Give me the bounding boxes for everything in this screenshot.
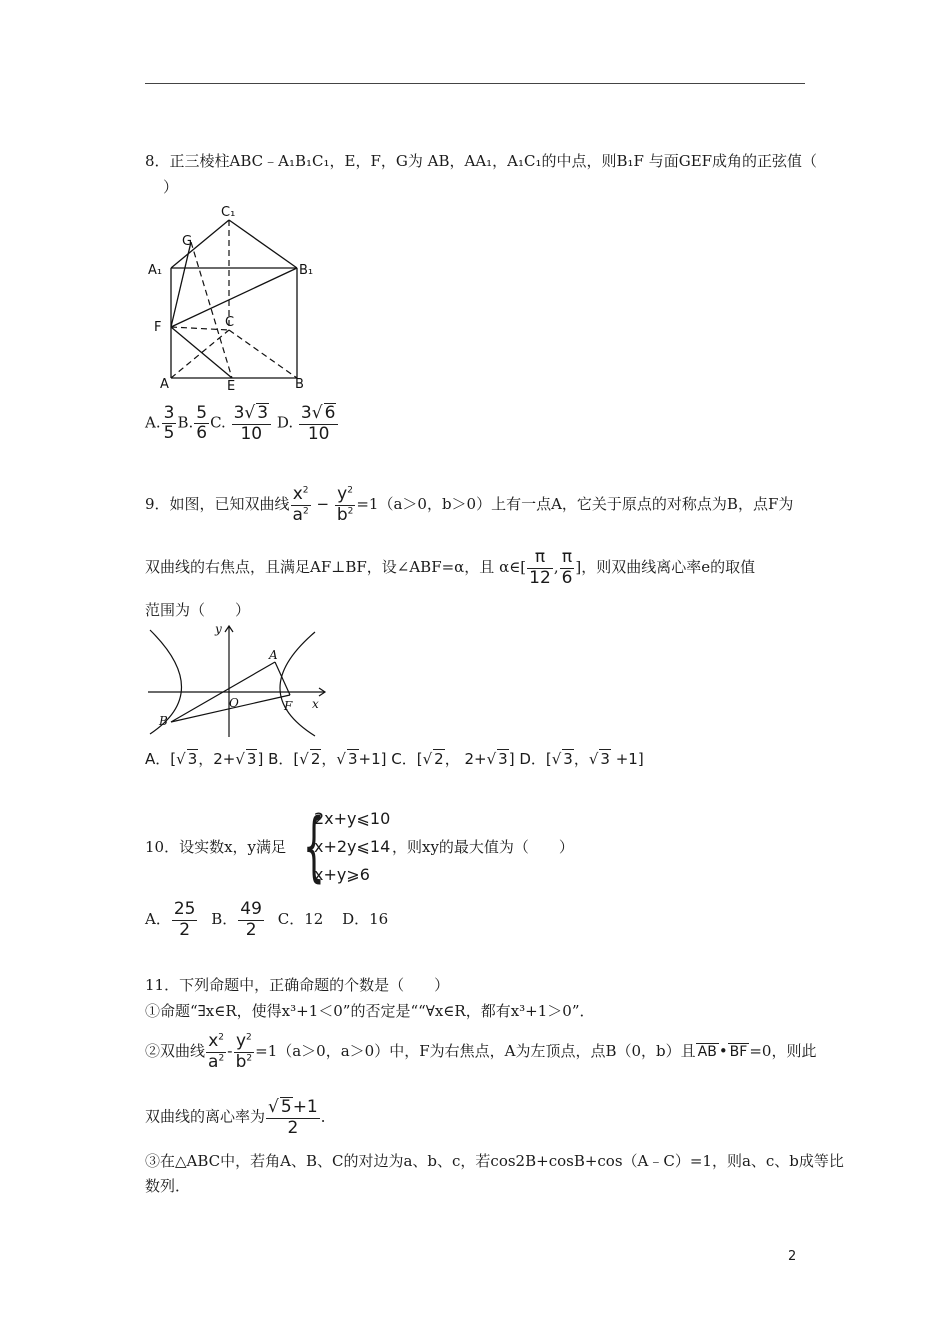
label-a: A — [269, 648, 278, 662]
label-b1: B₁ — [299, 263, 314, 278]
q9-options: A．[√ 3，2+√ 3] B．[√ 2，√ 3+1] C．[√ 2， 2+√ 3] D．[√ 3，√ 3 +1] — [145, 750, 644, 768]
q11-stem: 11．下列命题中，正确命题的个数是（ ） — [145, 976, 450, 994]
q8-stem-end: ） — [163, 178, 179, 196]
q10-post: ，则xy的最大值为（ ） — [392, 838, 574, 856]
label-g: G — [182, 234, 193, 249]
label-e: E — [227, 379, 236, 394]
q10-options: A． $\frac{25}{2}$ B． $\frac{49}{2}$ C．12 D．16 — [145, 899, 389, 940]
label-f: F — [284, 699, 293, 713]
q10-pre: 10．设实数x，y满足 — [145, 838, 287, 856]
q8-prism-figure — [140, 200, 340, 395]
q9-line3: 范围为（ ） — [145, 601, 251, 619]
q9-hyperbola-figure — [145, 622, 335, 740]
q10-ineq-3: x+y⩾6 — [314, 865, 370, 884]
label-o: O — [229, 696, 239, 710]
q11-proposition-2-line2: 双曲线的离心率为 $\frac{√ 5+1}{2}$ ． — [145, 1097, 336, 1138]
q8-options: A. $\frac{3}{5}$ B. $\frac{5}{6}$ C. $\frac{3√ 3}{10}$ D. $\frac{3√ 6}{10}$ — [145, 403, 339, 444]
label-x: x — [312, 697, 319, 711]
vector-ab: AB — [697, 1044, 717, 1061]
q11-proposition-2: ②双曲线 $\frac{x^2}{a^2}$ - $\frac{y^2}{b^2}$ =1（a＞0，a＞0）中，F为右焦点，A为左顶点，点B（0，b）且 AB • BF =0，则此 — [145, 1031, 817, 1072]
q10-ineq-2: x+2y⩽14 — [314, 837, 391, 856]
q9-line1: 9．如图，已知双曲线 $\frac{x^2}{a^2}$ − $\frac{y^2}{b^2}$ =1（a＞0，b＞0）上有一点A，它关于原点的对称点为B，点F为 — [145, 484, 794, 525]
q11-proposition-1: ①命题“∃x∈R，使得x³+1＜0”的否定是““∀x∈R，都有x³+1＞0”． — [145, 1002, 595, 1020]
label-c1: C₁ — [221, 205, 236, 220]
label-a1: A₁ — [148, 263, 163, 278]
page-number: 2 — [788, 1249, 797, 1264]
label-c: C — [225, 315, 235, 330]
label-a: A — [160, 377, 169, 392]
header-rule — [145, 83, 805, 84]
q8-stem: 8．正三棱柱ABC﹣A₁B₁C₁，E，F，G为 AB，AA₁，A₁C₁的中点，则B₁F 与面GEF成角的正弦值（ — [145, 152, 818, 170]
label-b: B — [295, 377, 304, 392]
q9-line2: 双曲线的右焦点，且满足AF⊥BF，设∠ABF=α，且 α∈[ $\frac{\pi}{12}$ , $\frac{\pi}{6}$ ]，则双曲线离心率e的取值 — [145, 547, 756, 588]
q11-proposition-3-line2: 数列． — [145, 1177, 191, 1195]
vector-bf: BF — [729, 1044, 748, 1061]
label-f: F — [154, 320, 162, 335]
label-b: B — [159, 714, 168, 728]
label-y: y — [215, 622, 222, 636]
q11-proposition-3: ③在△ABC中，若角A、B、C的对边为a、b、c，若cos2B+cosB+cos（A﹣C）=1，则a、c、b成等比 — [145, 1152, 844, 1170]
brace-icon: { — [303, 801, 325, 890]
q10-ineq-1: 2x+y⩽10 — [314, 809, 391, 828]
